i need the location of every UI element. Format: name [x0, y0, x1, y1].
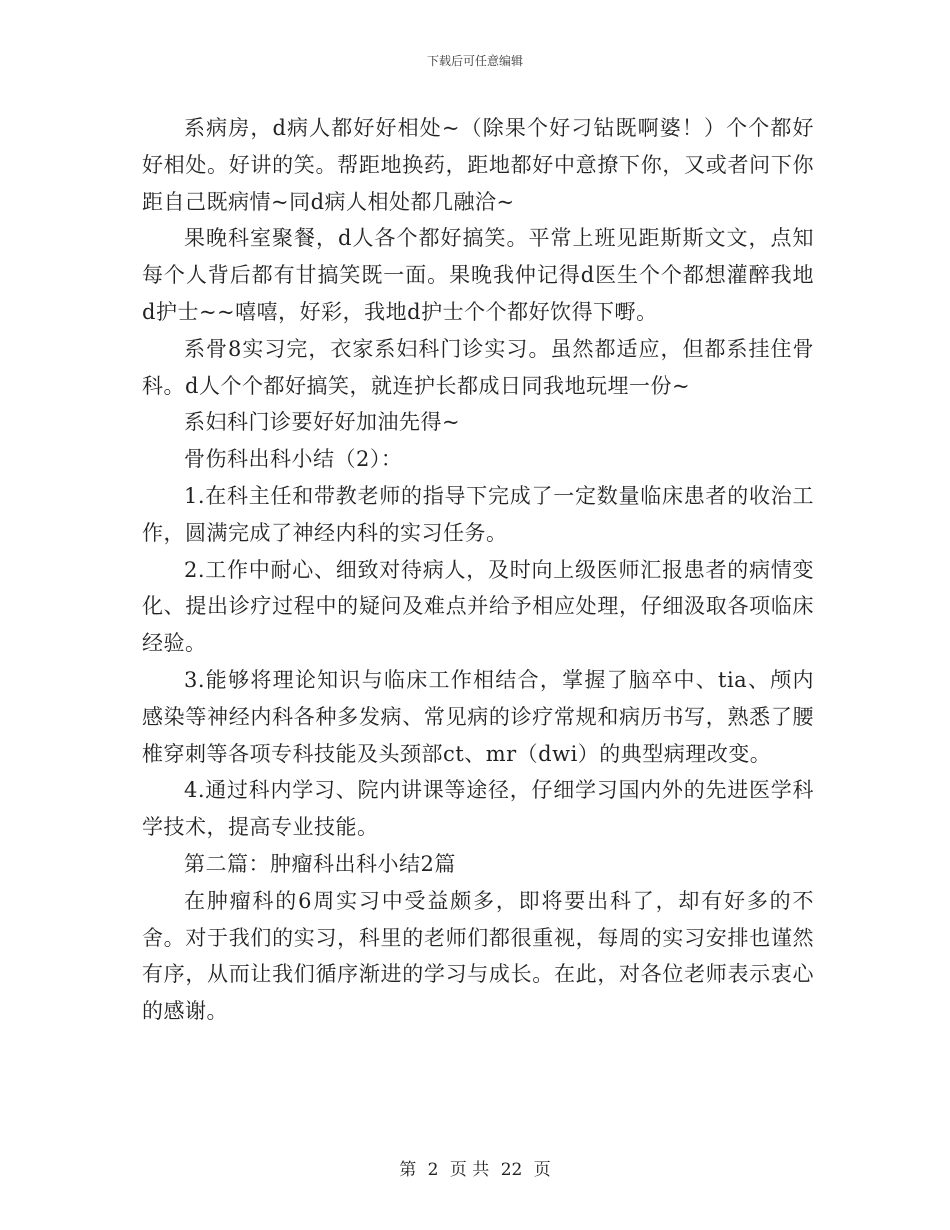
- list-item-4: 4.通过科内学习、院内讲课等途径，仔细学习国内外的先进医学科学技术，提高专业技能。: [142, 778, 814, 840]
- chapter-heading-2: 第二篇：肿瘤科出科小结2篇: [184, 851, 456, 876]
- footer-suffix: 页: [533, 1160, 551, 1180]
- page-header-note: 下载后可任意编辑: [426, 54, 523, 68]
- paragraph-1: 系病房，d病人都好好相处~（除果个好刁钻既啊婆！）个个都好好相处。好讲的笑。帮距地换药，距地都好中意撩下你，又或者问下你距自己既病情~同d病人相处都几融洽~: [142, 116, 814, 214]
- section-heading-summary-2: 骨伤科出科小结（2）：: [184, 447, 403, 472]
- total-pages-number: 22: [500, 1160, 523, 1180]
- list-item-2: 2.工作中耐心、细致对待病人，及时向上级医师汇报患者的病情变化、提出诊疗过程中的疑问及难点并给予相应处理，仔细汲取各项临床经验。: [142, 557, 814, 656]
- paragraph-2: 果晚科室聚餐，d人各个都好搞笑。平常上班见距斯斯文文，点知每个人背后都有甘搞笑既一面。果晚我仲记得d医生个个都想灌醉我地d护士~~嘻嘻，好彩，我地d护士个个都好饮得下嘢。: [142, 226, 814, 324]
- paragraph-5: 在肿瘤科的6周实习中受益颇多，即将要出科了，却有好多的不舍。对于我们的实习，科里的老师们都很重视，每周的实习安排也谨然有序，从而让我们循序渐进的学习与成长。在此，对各位老师表示衷心的感谢。: [142, 888, 814, 1024]
- current-page-number: 2: [427, 1160, 439, 1180]
- list-item-3: 3.能够将理论知识与临床工作相结合，掌握了脑卒中、tia、颅内感染等神经内科各种多发病、常见病的诊疗常规和病历书写，熟悉了腰椎穿刺等各项专科技能及头颈部ct、mr（dwi）的典型病理改变。: [142, 667, 814, 766]
- list-item-1: 1.在科主任和带教老师的指导下完成了一定数量临床患者的收治工作，圆满完成了神经内科的实习任务。: [142, 483, 814, 545]
- footer-middle: 页 共: [449, 1160, 490, 1180]
- footer-prefix: 第: [399, 1160, 417, 1180]
- paragraph-4: 系妇科门诊要好好加油先得~: [184, 410, 461, 435]
- page-footer: [0, 1155, 950, 1180]
- document-body: [142, 110, 814, 1030]
- paragraph-3: 系骨8实习完，衣家系妇科门诊实习。虽然都适应，但都系挂住骨科。d人个个都好搞笑，就连护长都成日同我地玩埋一份~: [142, 336, 814, 398]
